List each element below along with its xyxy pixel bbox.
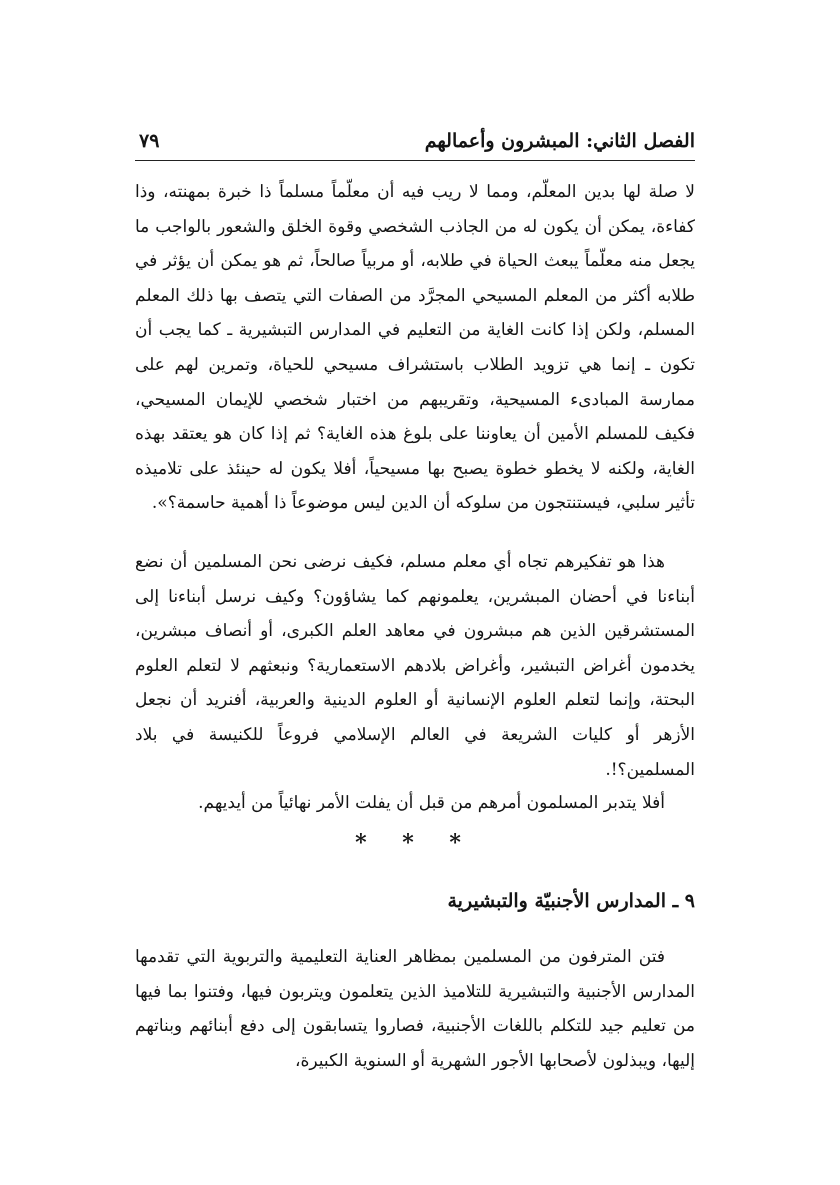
paragraph-continued bbox=[135, 175, 695, 521]
paragraph bbox=[135, 545, 695, 787]
paragraph-text: هذا هو تفكيرهم تجاه أي معلم مسلم، فكيف نرضى نحن المسلمين أن نضع أبناءنا في أحضان المبشرين، يعلمونهم كما يشاؤون؟ وكيف نرسل أبناءنا إلى المستشرقين الذين هم مبشرون في معاهد العلم الكبرى، أو أنصاف مبشرين، يخدمون أغراض التبشير، وأغراض بلادهم الاستعمارية؟ ونبعثهم لا لتعلم العلوم البحتة، وإنما لتعلم العلوم الإنسانية أو العلوم الدينية والعربية، أفنريد أن نجعل الأزهر أو كليات الشريعة في العالم الإسلامي فروعاً للكنيسة في بلاد المسلمين؟!. bbox=[135, 552, 695, 780]
page-number: ٧٩ bbox=[139, 130, 160, 152]
section-heading: ٩ ـ المدارس الأجنبيّة والتبشيرية bbox=[447, 890, 695, 912]
running-head: الفصل الثاني: المبشرون وأعمالهم bbox=[424, 130, 695, 152]
paragraph-text: أفلا يتدبر المسلمون أمرهم من قبل أن يفلت الأمر نهائياً من أيديهم. bbox=[198, 793, 665, 813]
paragraph bbox=[135, 786, 695, 821]
paragraph bbox=[135, 940, 695, 1078]
section-separator: * * * bbox=[355, 830, 475, 856]
paragraph-text: لا صلة لها بدين المعلّم، ومما لا ريب فيه أن معلّماً مسلماً ذا خبرة بمهنته، وذا كفاءة، يمكن أن يكون له من الجاذب الشخصي وقوة الخلق والشعور بالواجب ما يجعل منه معلّماً يبعث الحياة في طلابه، أو مربياً صالحاً، ثم هو يمكن أن يؤثر في طلابه أكثر من المعلم المسيحي المجرَّد من الصفات التي يتصف بها ذلك المعلم المسلم، ولكن إذا كانت الغاية من التعليم في المدارس التبشيرية ـ كما يجب أن تكون ـ إنما هي تزويد الطلاب باستشراف مسيحي للحياة، وتمرين لهم على ممارسة المبادىء المسيحية، وتقريبهم من اختبار شخصي للإيمان المسيحي، فكيف للمسلم الأمين أن يعاوننا على بلوغ هذه الغاية؟ ثم إذا كان هو يعتقد بهذه الغاية، ولكنه لا يخطو خطوة يصبح بها مسيحياً، أفلا يكون له حينئذ على تلاميذه تأثير سلبي، فيستنتجون من سلوكه أن الدين ليس موضوعاً ذا أهمية حاسمة؟». bbox=[135, 182, 695, 514]
page-header bbox=[135, 128, 695, 156]
paragraph-text: فتن المترفون من المسلمين بمظاهر العناية التعليمية والتربوية التي تقدمها المدارس الأجنبية والتبشيرية للتلاميذ الذين يتعلمون ويتربون فيها، وفتنوا بما فيها من تعليم جيد للتكلم باللغات الأجنبية، فصاروا يتسابقون إلى دفع أبنائهم وبناتهم إليها، ويبذلون لأصحابها الأجور الشهرية أو السنوية الكبيرة، bbox=[135, 947, 695, 1071]
header-rule bbox=[135, 160, 695, 161]
